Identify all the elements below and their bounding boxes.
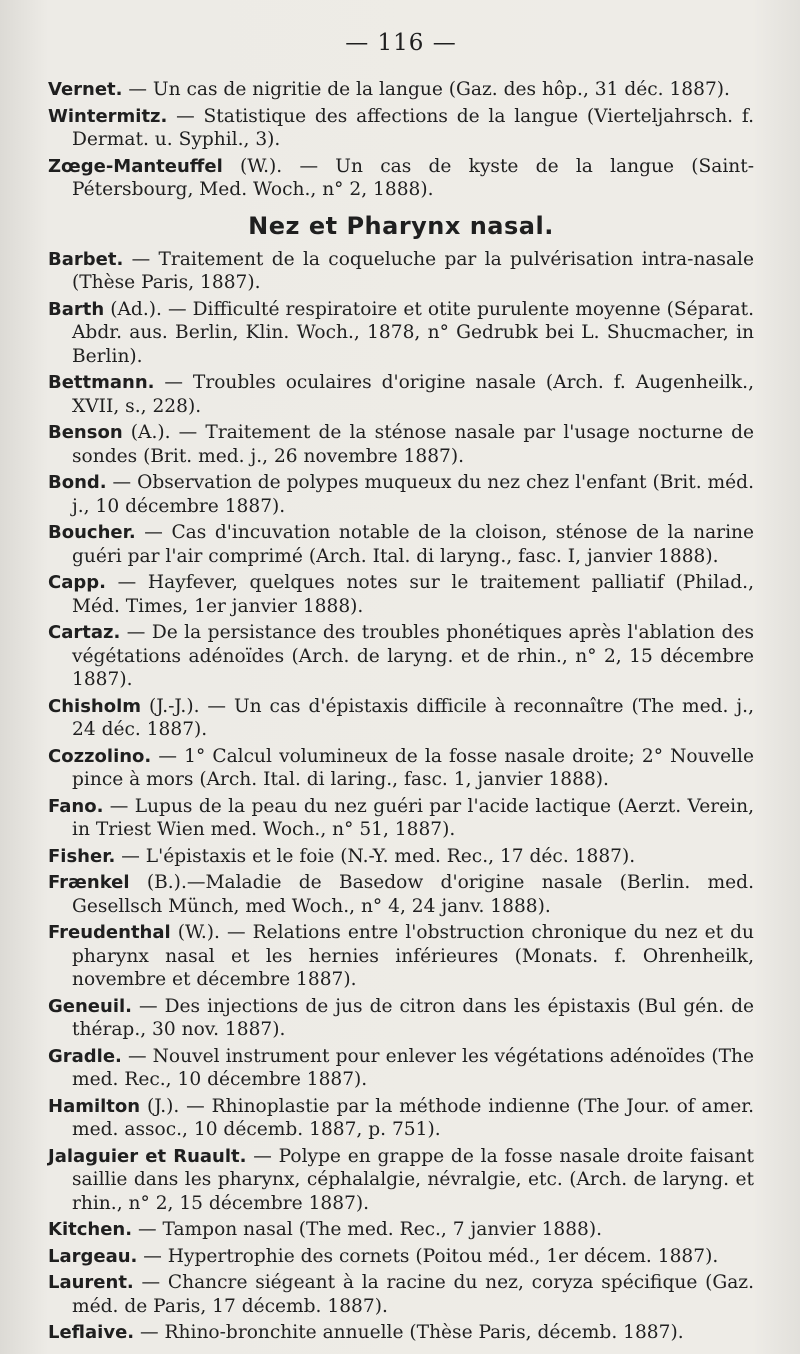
bibliography-entry [48, 1321, 754, 1345]
entry-text: (B.).—Maladie de Basedow d'origine nasale (Berlin. med. Gesellsch Münch, med Woch., n° 4, 24 janv. 1888). [72, 872, 754, 917]
bibliography-entry [48, 571, 754, 618]
bibliography-entry [48, 695, 754, 742]
bibliography-entry [48, 921, 754, 992]
bibliography-entry [48, 871, 754, 918]
bibliography-entry [48, 371, 754, 418]
bibliography-entry [48, 745, 754, 792]
bibliography-entry [48, 995, 754, 1042]
entry-text: — Hayfever, quelques notes sur le traitement palliatif (Philad., Méd. Times, 1er janvier 1888). [72, 572, 754, 617]
entry-author: Jalaguier et Ruault. [48, 1145, 247, 1167]
bibliography-entry [48, 248, 754, 295]
entry-text: — Chancre siégeant à la racine du nez, coryza spécifique (Gaz. méd. de Paris, 17 décemb. 1887). [72, 1272, 754, 1317]
page-number: — 116 — [345, 30, 457, 56]
bibliography-entry [48, 1218, 754, 1242]
entry-author: Wintermitz. [48, 105, 168, 127]
entry-author: Cozzolino. [48, 745, 152, 767]
entry-text: (W.). — Un cas de kyste de la langue (Saint-Pétersbourg, Med. Woch., n° 2, 1888). [72, 155, 754, 200]
entry-author: Gradle. [48, 1045, 122, 1067]
entry-author: Hamilton [48, 1095, 141, 1117]
entry-author: Bettmann. [48, 372, 155, 393]
entry-text: (J.). — Rhinoplastie par la méthode indienne (The Jour. of amer. med. assoc., 10 décemb. 1887, p. 751). [72, 1095, 754, 1140]
bibliography-entry [48, 471, 754, 518]
entry-author: Barbet. [48, 248, 124, 270]
entry-text: (J.-J.). — Un cas d'épistaxis difficile à reconnaître (The med. j., 24 déc. 1887). [72, 695, 754, 740]
bibliography-entry [48, 78, 754, 102]
entry-text: — Lupus de la peau du nez guéri par l'acide lactique (Aerzt. Verein, in Triest Wien med. Woch., n° 51, 1887). [72, 795, 754, 840]
entry-text: — L'épistaxis et le foie (N.-Y. med. Rec., 17 déc. 1887). [115, 845, 636, 867]
entry-author: Frænkel [48, 872, 130, 893]
bibliography-entry [48, 1045, 754, 1092]
bibliography-entry [48, 1245, 754, 1269]
bibliography-entry [48, 1271, 754, 1318]
bibliography-entry [48, 521, 754, 568]
bibliography-entry [48, 1095, 754, 1142]
bibliography-entry [48, 1145, 754, 1216]
entry-text: — Des injections de jus de citron dans les épistaxis (Bul gén. de thérap., 30 nov. 1887). [72, 995, 754, 1040]
entry-author: Zœge-Manteuffel [48, 155, 223, 177]
bibliography-entry [48, 845, 754, 869]
entry-text: — Statistique des affections de la langue (Vierteljahrsch. f. Dermat. u. Syphil., 3). [72, 105, 754, 150]
entry-author: Leflaive. [48, 1322, 135, 1343]
section-title: Nez et Pharynx nasal. [248, 211, 554, 240]
entry-author: Fano. [48, 795, 104, 817]
bibliography-entry [48, 421, 754, 468]
entry-author: Chisholm [48, 695, 142, 717]
entry-author: Benson [48, 422, 123, 443]
entry-text: — Observation de polypes muqueux du nez chez l'enfant (Brit. méd. j., 10 décembre 1887). [72, 472, 754, 517]
entries-before-section [48, 78, 754, 202]
entry-author: Largeau. [48, 1245, 138, 1267]
entry-text: — Nouvel instrument pour enlever les végétations adénoïdes (The med. Rec., 10 décembre 1887). [72, 1045, 754, 1090]
entry-text: — Un cas de nigritie de la langue (Gaz. des hôp., 31 déc. 1887). [122, 79, 730, 100]
bibliography-entry [48, 105, 754, 152]
bibliography-list [48, 248, 754, 1345]
bibliography-entry [48, 155, 754, 202]
entry-author: Fisher. [48, 845, 116, 867]
entry-text: (Ad.). — Difficulté respiratoire et otite purulente moyenne (Séparat. Abdr. aus. Berlin, Klin. Woch., 1878, n° Gedrubk bei L. Shucmacher, in Berlin). [72, 298, 754, 367]
entry-author: Freudenthal [48, 922, 171, 943]
entry-text: — Cas d'incuvation notable de la cloison, sténose de la narine guéri par l'air comprimé (Arch. Ital. di laryng., fasc. I, janvier 1888). [72, 522, 754, 567]
entry-author: Bond. [48, 472, 107, 493]
entry-text: — Hypertrophie des cornets (Poitou méd., 1er décem. 1887). [137, 1245, 719, 1267]
entry-text: — Rhino-bronchite annuelle (Thèse Paris, décemb. 1887). [134, 1322, 684, 1343]
entry-author: Geneuil. [48, 995, 132, 1017]
entry-text: — Traitement de la coqueluche par la pulvérisation intra-nasale (Thèse Paris, 1887). [72, 248, 754, 293]
bibliography-entry [48, 298, 754, 369]
entry-text: — Polype en grappe de la fosse nasale droite faisant saillie dans les pharynx, céphalalgie, névralgie, etc. (Arch. de laryng. et rhin., n° 2, 15 décembre 1887). [72, 1145, 754, 1214]
entry-text: — De la persistance des troubles phonétiques après l'ablation des végétations adénoïdes (Arch. de laryng. et de rhin., n° 2, 15 décembre 1887). [72, 622, 754, 690]
entry-author: Boucher. [48, 522, 136, 543]
entry-text: — Troubles oculaires d'origine nasale (Arch. f. Augenheilk., XVII, s., 228). [72, 372, 754, 417]
entry-text: (A.). — Traitement de la sténose nasale par l'usage nocturne de sondes (Brit. med. j., 26 novembre 1887). [72, 422, 754, 467]
entry-author: Laurent. [48, 1272, 134, 1293]
entry-author: Kitchen. [48, 1219, 133, 1240]
entry-author: Cartaz. [48, 622, 121, 643]
bibliography-entry [48, 795, 754, 842]
entry-author: Barth [48, 298, 105, 320]
entry-text: — 1° Calcul volumineux de la fosse nasale droite; 2° Nouvelle pince à mors (Arch. Ital. di laring., fasc. 1, janvier 1888). [72, 745, 754, 790]
entry-author: Capp. [48, 572, 106, 593]
entry-text: — Tampon nasal (The med. Rec., 7 janvier 1888). [132, 1219, 603, 1240]
entry-author: Vernet. [48, 79, 123, 100]
bibliography-entry [48, 621, 754, 692]
entry-text: (W.). — Relations entre l'obstruction chronique du nez et du pharynx nasal et les hernies inférieures (Monats. f. Ohrenheilk, novembre et décembre 1887). [72, 922, 754, 990]
